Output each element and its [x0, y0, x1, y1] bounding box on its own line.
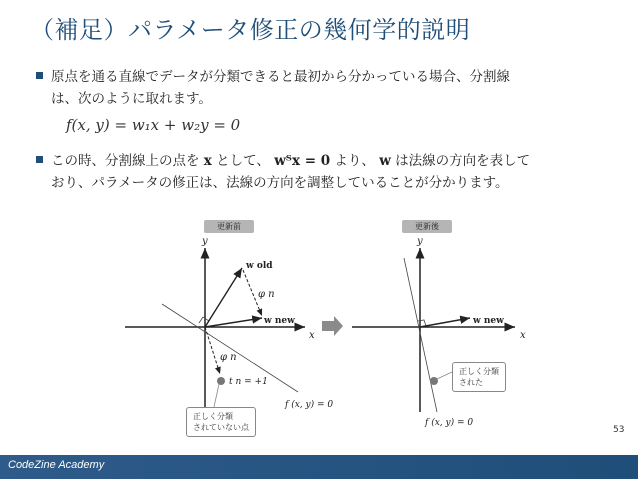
right-y-label: y [417, 236, 423, 247]
phi-label-lower: φ n [220, 352, 237, 363]
classified-callout [452, 362, 506, 392]
w-new-label-right: w new [473, 316, 504, 326]
phi-label-upper: φ n [258, 289, 275, 300]
w-new-label-left: w new [264, 316, 295, 326]
t-label: t n = +1 [229, 377, 268, 387]
page-number: 53 [613, 425, 625, 435]
callout-left-line1: 正しく分類 [193, 412, 233, 421]
formula: f(x, y) = w₁x + w₂y = 0 [66, 116, 241, 134]
bullet-2-line2: おり、パラメータの修正は、法線の方向を調整していることが分かります。 [51, 175, 509, 191]
w-new-arrow-right [420, 318, 470, 327]
classified-point [430, 377, 438, 385]
left-y-label: y [202, 236, 208, 247]
bullet-2-eq: wᵀx = 0 [274, 153, 331, 169]
left-callout-pointer [214, 384, 219, 407]
w-old-label: w old [246, 261, 273, 271]
bullet-2-x: x [203, 153, 212, 169]
bullet-2-w: w [379, 153, 391, 169]
after-update-tag: 更新後 [402, 220, 452, 233]
w-new-arrow-left [205, 318, 262, 327]
left-x-label: x [309, 330, 315, 341]
footer-brand: CodeZine Academy [8, 459, 105, 471]
callout-right-line2: された [459, 378, 483, 387]
bullet-2-post2: は法線の方向を表して [395, 153, 531, 169]
right-x-label: x [520, 330, 526, 341]
callout-right-line1: 正しく分類 [459, 367, 499, 376]
bullet-1-line1: 原点を通る直線でデータが分類できると最初から分かっている場合、分割線 [51, 69, 510, 85]
right-right-angle-mark [418, 320, 426, 326]
left-panel [125, 248, 305, 410]
f-label-left: f (x, y) = 0 [285, 400, 334, 410]
page-title: （補足）パラメータ修正の幾何学的説明 [30, 16, 471, 44]
f-label-right: f (x, y) = 0 [425, 418, 474, 428]
bullet-2-pre: この時、分割線上の点を [51, 153, 200, 169]
before-update-tag: 更新前 [204, 220, 254, 233]
footer-bar [0, 455, 638, 479]
phi-dashed-arrow-lower [205, 327, 220, 374]
bullet-2-mid: として、 [216, 153, 270, 169]
transition-arrow-icon [322, 316, 343, 336]
w-old-arrow [205, 268, 242, 327]
bullet-1-line2: は、次のように取れます。 [51, 91, 212, 107]
callout-left-line2: されていない点 [193, 423, 249, 432]
right-callout-pointer [437, 372, 452, 379]
bullet-2-post1: より、 [334, 153, 375, 169]
misclassified-point [217, 377, 225, 385]
misclassified-callout [186, 407, 256, 437]
